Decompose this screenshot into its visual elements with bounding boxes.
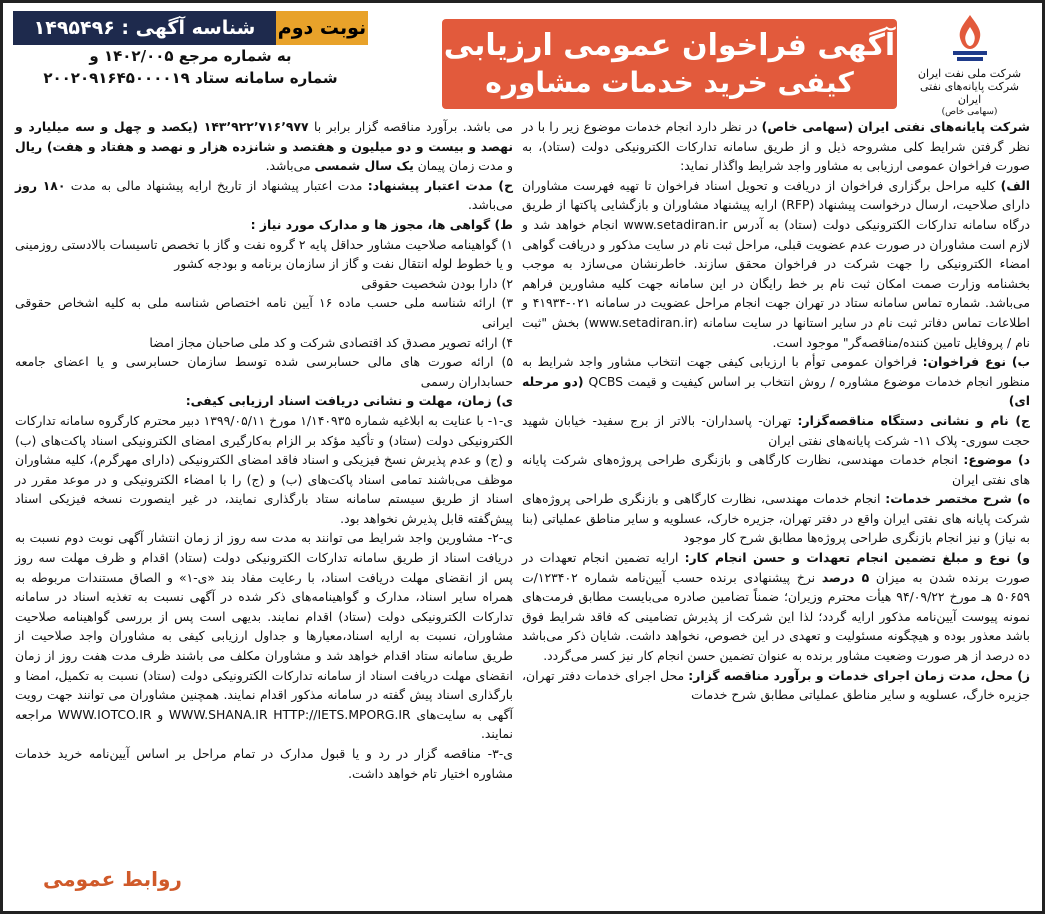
section-je-heading: ج) نام و نشانی دستگاه مناقصه‌گزار: [797, 412, 1030, 428]
logo-name-type: (سهامی خاص) [941, 107, 998, 117]
section-ye-heading: ی) زمان، مهلت و نشانی دریافت اسناد ارزیابی کیفی: [185, 393, 513, 409]
section-ze-text: محل اجرای خدمات دفتر تهران، جزیره خارگ، عسلویه و سایر مناطق عملیاتی [522, 667, 1030, 703]
intro-paragraph [522, 117, 1030, 176]
section-alef [522, 176, 1030, 352]
reference-number: به شماره مرجع ۱۴۰۲/۰۰۵ و [89, 47, 292, 65]
badge-row [13, 11, 368, 45]
company-logo [907, 11, 1032, 117]
section-he-heading: ه) شرح مختصر خدمات: [885, 491, 1031, 507]
section-dal-heading: د) موضوع: [963, 452, 1031, 468]
section-ye-1: ی-۱- با عنایت به ابلاغیه شماره ۱/۱۴۰۹۳۵ مورخ ۱۳۹۹/۰۵/۱۱ دبیر محترم کارگروه سامانه تدارکات الکترونیکی دولت (ستاد) و تأکید مؤکد بر الزام به‌کارگیری امضای الکترونیکی اسناد پاکت‌های (ب) و (ج) و عدم پذیرش نسخ فیزیکی و اسناد فاقد امضای الکترونیکی (دارای مهرگرم)، کلیه مشاوران موظف می‌باشند تمامی اسناد پاکت‌های (ب) و (ج) را با امضاء الکترونیکی و در موعد مقرر در اسناد از طریق سیستم سامانه ستاد بارگذاری نمایند، در غیر اینصورت نسخه فیزیکی اسناد پیش‌گفته قابل پذیرش نخواهد بود. [15, 412, 513, 526]
title-band [442, 19, 897, 109]
section-dal [522, 450, 1030, 489]
validity-days: ۱۸۰ روز [15, 177, 66, 193]
section-ta-heading: ط) گواهی ها، مجوز ها و مدارک مورد نیاز : [250, 216, 513, 232]
public-relations-signature: روابط عمومی [43, 867, 182, 891]
section-be-text: فراخوان عمومی توأم با ارزیابی کیفی جهت انتخاب مشاور واجد شرایط به منظور انجام خدمات موضوع مشاوره / روش انتخاب بر اساس کیفیت و قیمت QCBS [522, 354, 1030, 389]
setad-number: شماره سامانه ستاد ۲۰۰۲۰۹۱۶۴۵۰۰۰۰۱۹ [43, 69, 338, 87]
info-box [13, 11, 368, 111]
page-subtitle: کیفی خرید خدمات مشاوره [485, 66, 854, 99]
intro-text: در نظر دارد انجام خدمات موضوع زیر را با در نظر گرفتن شرایط کلی مشروحه ذیل و از طریق سامانه تدارکات الکترونیکی دولت (ستاد)، به صورت فراخوان عمومی ارزیابی به مشاور واجد شرایط واگذار نماید: [522, 119, 1030, 174]
section-vav-text2: نرخ پیشنهادی برنده حسب آیین‌نامه شماره ۱۲۳۴۰۲/ت ۵۰۶۵۹ هـ مورخ ۹۴/۰۹/۲۲ هیأت محترم وزیران؛ ضمناً تضامین صادره می‌بایست مطابق فرمت‌های نمونه پیوست آیین‌نامه مذکور ارایه گردد؛ لذا این شرکت از پذیرش تضامینی که فاقد شرایط فوق باشد معذور بوده و هیچگونه مسئولیت و تعهدی در این خصوص، نخواهد داشت. شایان ذکر می‌باشد ده درصد از هر صورت وضعیت مشاور برنده به عنوان تضمین حسن انجام کار نیز کسر می‌گردد. [522, 569, 1031, 664]
section-be [522, 352, 1030, 411]
flame-logo-icon [947, 13, 993, 63]
section-alef-text: کلیه مراحل برگزاری فراخوان از دریافت و تحویل اسناد فراخوان تا تهیه فهرست مشاوران دارای صلاحیت، ارسال درخواست پیشنهاد (RFP) ارایه پیشنهاد مشاوران و بازگشایی پاکتها از طریق درگاه سامانه تدارکات الکترونیکی دولت (ستاد) به آدرس www.setadiran.ir انجام خواهد شد و لازم است مشاوران در صورت عدم عضویت قبلی، مراحل ثبت نام در سایت مذکور و دریافت گواهی امضاء الکترونیکی را جهت شرکت در فراخوان محقق سازند. خاطرنشان می‌سازد به موجب بخشنامه وزارت صمت امکان ثبت نام بر خط رایگان در این سامانه جهت کلیه مشاورین فراهم می‌باشد. شماره تماس سامانه ستاد در تهران جهت انجام مراحل عضویت در سامانه ۰۲۱-۴۱۹۳۴ و اطلاعات تماس دفاتر ثبت نام در سایر استانها در سایت سامانه (www.setadiran.ir) بخش "ثبت نام / پروفایل تامین کننده/مناقصه‌گر" موجود است. [522, 177, 1030, 350]
budget-amount: ۱۴۳٬۹۲۲٬۷۱۶٬۹۷۷ (یکصد و چهل و سه میلیارد و نهصد و بیست و دو میلیون و هفتصد و شانزده هزار و نهصد و هفتاد و هفت) ریال [15, 119, 513, 154]
page-title: آگهی فراخوان عمومی ارزیابی [443, 28, 896, 63]
logo-name-company: شرکت پایانه‌های نفتی ایران [920, 80, 1019, 106]
requirement-item: ۵) ارائه صورت های مالی حسابرسی شده توسط سازمان حسابرسی و یا اعضای جامعه حسابداران رسمی [15, 354, 513, 389]
contract-duration: یک سال شمسی [314, 158, 414, 174]
validity-heading: ح) مدت اعتبار پیشنهاد: [367, 177, 513, 193]
section-he [522, 489, 1030, 548]
requirement-item: ۴) ارائه تصویر مصدق کد اقتصادی شرکت و کد ملی صاحبان مجاز امضا [149, 334, 513, 350]
right-column [522, 117, 1030, 705]
section-je [522, 411, 1030, 450]
section-be-tail: (دو مرحله ای) [522, 373, 1030, 409]
budget-text2: و مدت زمان پیمان [413, 158, 513, 174]
section-vav-text1: ارایه تضمین انجام تعهدات در صورت برنده شدن به میزان [522, 550, 1030, 585]
validity-text: مدت اعتبار پیشنهاد از تاریخ ارایه پیشنهاد مالی به مدت [65, 177, 368, 193]
section-ze-tail: مطابق شرح خدمات [691, 687, 799, 703]
section-be-heading: ب) نوع فراخوان: [922, 354, 1030, 370]
company-name: شرکت پایانه‌های نفتی ایران (سهامی خاص) [761, 119, 1030, 134]
requirement-item: ۲) دارا بودن شخصیت حقوقی [361, 275, 513, 291]
section-vav [522, 548, 1030, 666]
budget-text: می باشد. برآورد مناقصه گزار برابر با [308, 119, 513, 134]
section-ze-heading: ز) محل، مدت زمان اجرای خدمات و برآورد مناقصه گزار: [688, 667, 1031, 683]
requirement-item: ۳) ارائه شناسه ملی حسب ماده ۱۶ آیین نامه اختصاص شناسه ملی به کلیه اشخاص حقوقی ایرانی [15, 295, 513, 330]
round-badge: نوبت دوم [276, 11, 368, 45]
section-he-validity [15, 176, 513, 215]
section-dal-text: انجام خدمات مهندسی، نظارت کارگاهی و بازنگری طراحی پروژه‌های شرکت پایانه های نفتی ایران [522, 452, 1030, 487]
section-ye-3: ی-۳- مناقصه گزار در رد و یا قبول مدارک در تمام مراحل بر اساس آیین‌نامه خرید خدمات مشاوره اختیار تام خواهد داشت. [15, 746, 513, 781]
section-vav-heading: و) نوع و مبلغ تضمین انجام تعهدات و حسن انجام کار: [684, 550, 1030, 566]
budget-text3: می‌باشد. [265, 158, 315, 174]
section-vav-percent: ۵ درصد [821, 569, 870, 585]
requirement-item: ۱) گواهینامه صلاحیت مشاور حداقل پایه ۲ گروه نفت و گاز با تخصص تاسیسات بالادستی روزمینی و یا خطوط لوله انتقال نفت و گاز از سازمان برنامه و بودجه کشور [15, 236, 513, 272]
section-he-text: انجام خدمات مهندسی، نظارت کارگاهی و بازنگری طراحی پروژه‌های شرکت پایانه های نفتی ایران واقع در دفتر تهران، جزیره خارک، عسلویه و سایر مناطق عملیاتی (بنا به نیاز) و نیز انجام بازنگری طراحی پروژه‌ها مطابق شرح کار موجود [522, 491, 1030, 546]
budget-paragraph [15, 117, 513, 176]
logo-name-nioc: شرکت ملی نفت ایران [917, 67, 1022, 80]
ad-id-badge: شناسه آگهی : ۱۴۹۵۴۹۶ [13, 11, 276, 45]
section-je-text: تهران- پاسداران- بالاتر از برج سفید- خیابان شهید حجت سوری- پلاک ۱۱- شرکت پایانه‌های نفتی ایران [522, 412, 1030, 448]
left-column [15, 117, 513, 783]
header [13, 11, 1032, 117]
validity-text2: می‌باشد. [467, 197, 513, 213]
section-alef-heading: الف) [1000, 177, 1030, 193]
section-ye-2: ی-۲- مشاورین واجد شرایط می توانند به مدت سه روز از زمان انتشار آگهی نوبت دوم نسبت به دریافت اسناد از طریق سامانه تدارکات الکترونیکی دولت (ستاد) اقدام و ظرف مهلت سه روز پس از انقضای مهلت دریافت اسناد، با رعایت مفاد بند «ی-۱» و الصاق مستندات مربوطه به همراه سایر اسناد، مدارک و گواهینامه‌های ذکر شده در آگهی نسبت به تغذیه اسناد در سامانه تدارکات الکترونیکی دولت (ستاد) اقدام نمایند. بدیهی است پس از بررسی گواهینامه صلاحیت مشاوران، نسبت به ارایه اسناد،معیارها و جداول ارزیابی کیفی به مشاوران واجد صلاحیت از طریق سامانه ستاد اقدام خواهد شد و مشاوران مکلف می باشند ظرف مدت هفت روز از زمان انقضای مهلت دریافت اسناد از سامانه تدارکات الکترونیکی دولت (ستاد) نسبت به تکمیل، امضا و بارگذاری اسناد پیش گفته در سامانه مذکور اقدام نمایند. همچنین مشاوران می توانند جهت رویت آگهی به سایت‌های WWW.SHANA.IR HTTP://IETS.MPORG.IR و WWW.IOTCO.IR مراجعه نمایند. [15, 530, 514, 742]
section-ze [522, 666, 1030, 705]
